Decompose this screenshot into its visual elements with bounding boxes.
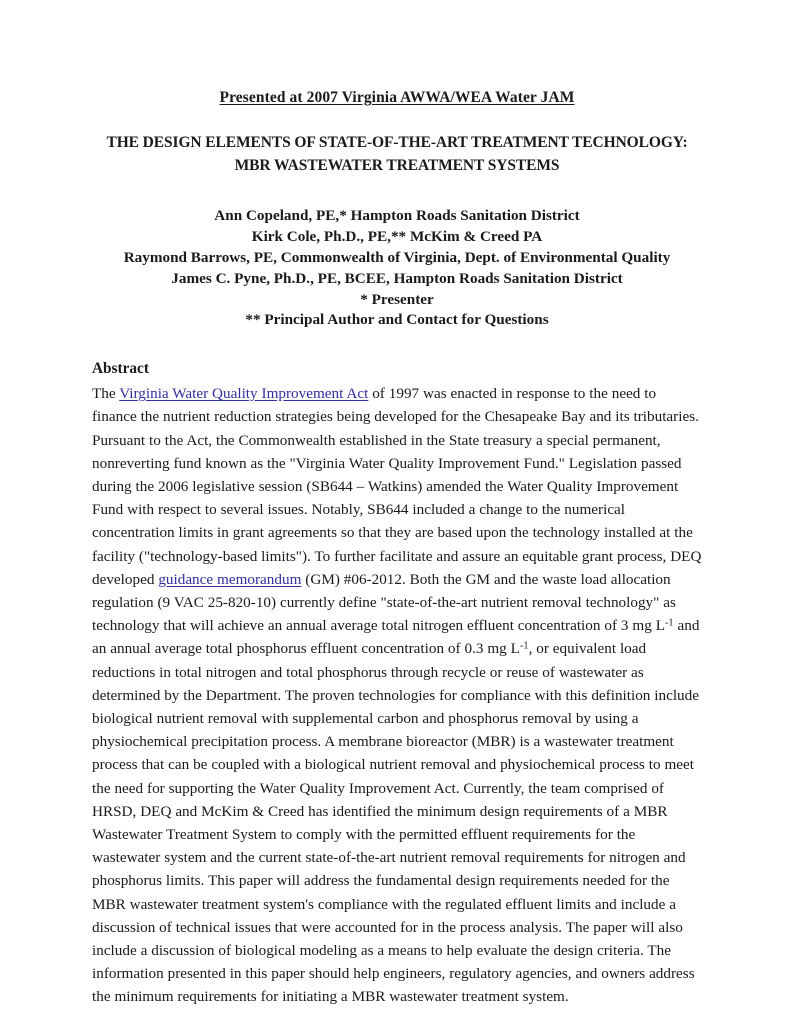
venue-line xyxy=(92,88,702,107)
page-content-column xyxy=(92,0,702,1009)
author-block xyxy=(92,206,702,331)
page-title xyxy=(92,132,702,178)
abstract-heading: Abstract xyxy=(92,360,149,378)
paper-title-line-1: THE DESIGN ELEMENTS OF STATE-OF-THE-ART TREATMENT TECHNOLOGY: MBR xyxy=(106,134,688,175)
abstract-text-part-5: , or equivalent load reductions in total nitrogen and total phosphorus through recycle or reuse of wastewater as determined by the Department. The proven technologies for compliance with this definition include biological nutrient removal with supplemental carbon and phosphorus removal by using a physiochemical precipitation process. A membrane bioreactor (MBR) is a wastewater treatment process that can be coupled with a biological nutrient removal and physiochemical process to meet the need for supporting the Water Quality Improvement Act. Currently, the team comprised of HRSD, DEQ and McKim & Creed has identified the minimum design requirements of a MBR Wastewater Treatment System to comply with the permitted effluent requirements for the wastewater system and the current state-of-the-art nutrient removal requirements for nitrogen and phosphorus limits. This paper will address the fundamental design requirements needed for the MBR wastewater treatment system's compliance with the regulated effluent limits and include a discussion of technical issues that were accounted for in the process analysis. The paper will also include a discussion of biological modeling as a means to help evaluate the design criteria. The information presented in this paper should help engineers, regulatory agencies, and owners address the minimum requirements for initiating a MBR wastewater treatment system. xyxy=(92,640,699,1006)
author-line: Kirk Cole, Ph.D., PE,** McKim & Creed PA xyxy=(251,228,543,246)
paper-title-line-2: WASTEWATER TREATMENT SYSTEMS xyxy=(273,157,560,175)
venue-text: Presented at 2007 Virginia AWWA/WEA Water JAM xyxy=(219,89,575,106)
abstract-section xyxy=(92,358,702,1008)
author-line: James C. Pyne, Ph.D., PE, BCEE, Hampton Roads Sanitation District xyxy=(171,269,623,287)
author-line: Ann Copeland, PE,* Hampton Roads Sanitation District xyxy=(214,207,580,225)
author-line: Raymond Barrows, PE, Commonwealth of Virginia, Dept. of Environmental Quality xyxy=(123,248,671,266)
abstract-body xyxy=(92,382,702,1008)
abstract-text-part-1: The xyxy=(92,385,120,403)
abstract-text-part-2: of 1997 was enacted in response to the need to finance the nutrient reduction strategies being developed for the Chesapeake Bay and its tributaries. Pursuant to the Act, the Commonwealth established in the State treasury a special permanent, nonreverting fund known as the "Virginia Water Quality Improvement Fund." Legislation passed during the 2006 legislative session (SB644 – Watkins) amended the Water Quality Improvement Fund with respect to several issues. Notably, SB644 included a change to the numerical concentration limits in grant agreements so that they are based upon the technology installed at the facility ("technology-based limits"). To further facilitate and assure an equitable grant process, DEQ developed xyxy=(92,385,702,588)
presenter-note: * Presenter xyxy=(360,290,434,308)
virginia-water-quality-improvement-act-link[interactable]: Virginia Water Quality Improvement Act xyxy=(119,385,369,403)
guidance-memorandum-link[interactable]: guidance memorandum xyxy=(158,570,302,588)
abstract-text-part-3: (GM) #06-2012. Both the GM and the waste load allocation regulation (9 VAC 25-820-10) currently define "state-of-the-art nutrient removal technology" as technology that will achieve an annual average total nitrogen effluent concentration of 3 mg L xyxy=(92,570,676,635)
contact-note: ** Principal Author and Contact for Questions xyxy=(245,311,549,329)
nitrogen-unit-superscript: -1 xyxy=(664,617,674,629)
abstract-text-part-4: and an annual average total phosphorus effluent concentration of 0.3 mg L xyxy=(92,617,700,658)
phosphorus-unit-superscript: -1 xyxy=(519,641,529,653)
